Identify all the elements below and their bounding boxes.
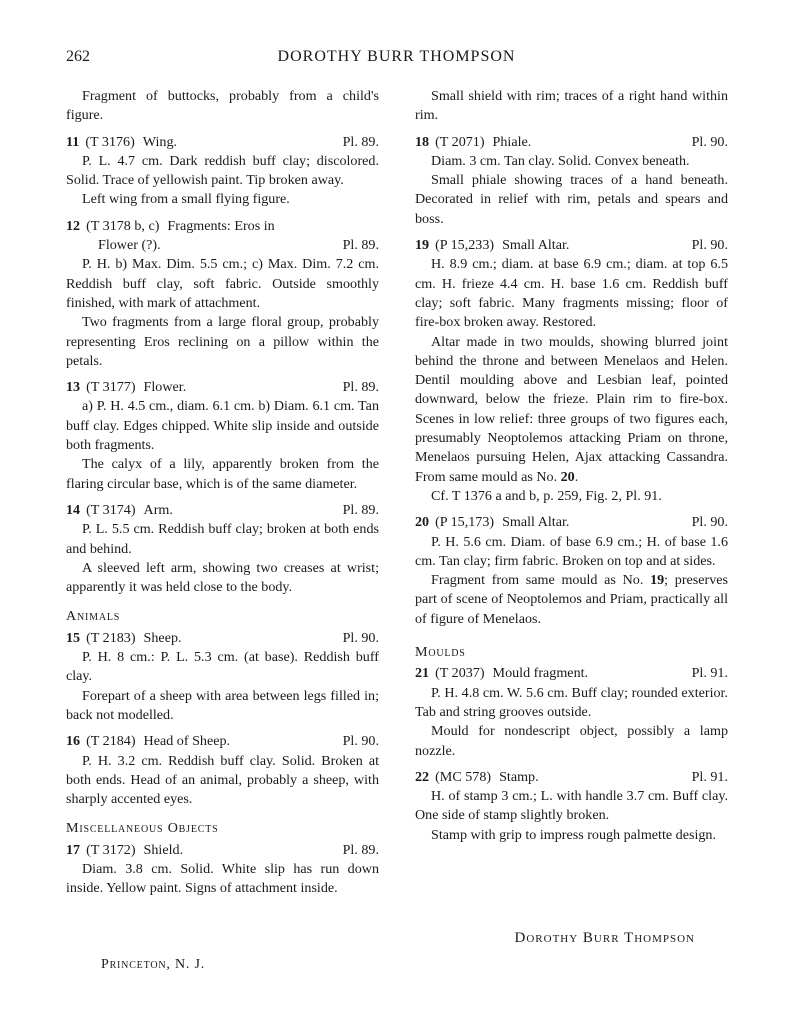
cross-reference-number: 20 xyxy=(560,468,575,485)
plate-reference: Pl. 89. xyxy=(342,133,379,150)
entry-number: 14 xyxy=(66,501,81,518)
entry-number: 20 xyxy=(415,514,430,531)
entry-heading xyxy=(66,217,379,236)
section-heading-animals: Animals xyxy=(66,608,121,625)
entry-number: 16 xyxy=(66,733,81,750)
entry-note: Mould for nondescript object, possibly a lamp nozzle. xyxy=(415,723,728,759)
inventory-number: (P 15,173) xyxy=(435,514,495,531)
entry-heading xyxy=(66,378,379,397)
entry-title: Arm. xyxy=(143,501,173,518)
entry-title: Mould fragment. xyxy=(492,665,589,682)
entry-title: Small Altar. xyxy=(502,514,570,531)
entry-description: P. L. 4.7 cm. Dark reddish buff clay; discolored. Solid. Trace of yellowish paint. Tip broken away. xyxy=(66,152,379,189)
entry-note: Left wing from a small flying figure. xyxy=(82,191,290,208)
entry-number: 11 xyxy=(66,133,80,150)
entry-number: 12 xyxy=(66,217,81,234)
catalog-entry-19 xyxy=(415,236,728,506)
inventory-number: (P 15,233) xyxy=(435,237,495,254)
entry-description: a) P. H. 4.5 cm., diam. 6.1 cm. b) Diam. 6.1 cm. Tan buff clay. Edges chipped. White slip inside and outside both fragments. xyxy=(66,398,379,454)
catalog-entry-14 xyxy=(66,501,379,597)
entry-heading xyxy=(66,133,379,152)
plate-reference: Pl. 89. xyxy=(342,237,379,254)
plate-reference: Pl. 90. xyxy=(342,733,379,750)
plate-reference: Pl. 90. xyxy=(342,629,379,646)
catalog-entry-21 xyxy=(415,664,728,760)
plate-reference: Pl. 90. xyxy=(691,133,728,150)
plate-reference: Pl. 90. xyxy=(691,514,728,531)
entry-heading xyxy=(415,664,728,683)
entry-heading xyxy=(66,732,379,751)
inventory-number: (T 3174) xyxy=(86,501,136,518)
intro-paragraph: Small shield with rim; traces of a right hand within rim. xyxy=(415,88,728,124)
entry-heading xyxy=(415,133,728,152)
catalog-entry-22 xyxy=(415,768,728,845)
entry-title: Wing. xyxy=(142,133,178,150)
entry-number: 18 xyxy=(415,133,430,150)
cross-reference-number: 19 xyxy=(650,572,665,589)
inventory-number: (MC 578) xyxy=(435,768,492,785)
entry-note xyxy=(415,333,728,487)
entry-title: Flower. xyxy=(143,379,187,396)
entry-heading xyxy=(415,513,728,532)
entry-note: Small phiale showing traces of a hand beneath. Decorated in relief with rim, petals and spears and boss. xyxy=(415,172,728,227)
catalog-entry-20 xyxy=(415,513,728,629)
inventory-number: (T 3178 b, c) xyxy=(86,217,160,234)
entry-number: 19 xyxy=(415,237,430,254)
entry-number: 13 xyxy=(66,379,81,396)
entry-title: Head of Sheep. xyxy=(143,733,231,750)
author-location: Princeton, N. J. xyxy=(101,957,206,972)
entry-note: Forepart of a sheep with area between legs filled in; back not modelled. xyxy=(66,687,379,723)
note-text-end: ; preserves part of scene of Neoptolemos and Priam, practically all of figure of Menelaos. xyxy=(415,572,728,627)
entry-title: Sheep. xyxy=(143,629,182,646)
catalog-entry-11 xyxy=(66,133,379,210)
entry-heading xyxy=(66,501,379,520)
catalog-entry-17 xyxy=(66,841,379,899)
intro-paragraph: Fragment of buttocks, probably from a child's figure. xyxy=(66,88,379,124)
running-head: DOROTHY BURR THOMPSON xyxy=(277,48,516,65)
entry-description: P. H. 4.8 cm. W. 5.6 cm. Buff clay; rounded exterior. Tab and string grooves outside. xyxy=(415,684,728,720)
note-text-end: . xyxy=(574,468,579,485)
inventory-number: (T 2184) xyxy=(86,733,136,750)
entry-description: Diam. 3 cm. Tan clay. Solid. Convex beneath. xyxy=(431,152,690,169)
entry-title: Fragments: Eros in xyxy=(167,217,275,234)
right-column xyxy=(415,87,728,845)
inventory-number: (T 2071) xyxy=(435,133,485,150)
catalog-entry-16 xyxy=(66,732,379,809)
entry-note: A sleeved left arm, showing two creases at wrist; apparently it was held close to the body. xyxy=(66,559,379,596)
entry-title-continued: Flower (?). xyxy=(98,237,161,254)
entry-number: 15 xyxy=(66,629,81,646)
entry-title: Phiale. xyxy=(492,133,532,150)
entry-title: Stamp. xyxy=(499,768,539,785)
inventory-number: (T 3176) xyxy=(85,133,135,150)
entry-description: P. H. b) Max. Dim. 5.5 cm.; c) Max. Dim. 7.2 cm. Reddish buff clay, soft fabric. Outside smoothly finished, with mark of attachment. xyxy=(66,256,379,311)
plate-reference: Pl. 89. xyxy=(342,841,379,858)
inventory-number: (T 3172) xyxy=(86,841,136,858)
section-heading-moulds: Moulds xyxy=(415,644,466,661)
entry-description: P. H. 3.2 cm. Reddish buff clay. Solid. Broken at both ends. Head of an animal, probably a sheep, with sharply accented eyes. xyxy=(66,752,379,808)
plate-reference: Pl. 91. xyxy=(691,768,728,785)
entry-title: Shield. xyxy=(143,841,184,858)
entry-heading xyxy=(415,236,728,255)
note-text: Altar made in two moulds, showing blurred joint behind the throne and between Menelaos and Helen. Dentil moulding above and Lesbian leaf, pointed downward, below the frieze. Plain rim to fire-box. Scenes in low relief: three groups of two figures each, presumably Neoptolemos attacking Priam on throne, Menelaos pursuing Helen, Ajax attacking Cassandra. From same mould as No. xyxy=(415,333,728,485)
left-column xyxy=(66,87,379,899)
comparison-reference: Cf. T 1376 a and b, p. 259, Fig. 2, Pl. 91. xyxy=(431,487,662,504)
entry-title: Small Altar. xyxy=(502,237,570,254)
entry-description: P. H. 8 cm.: P. L. 5.3 cm. (at base). Reddish buff clay. xyxy=(66,649,379,685)
plate-reference: Pl. 89. xyxy=(342,501,379,518)
entry-description: H. of stamp 3 cm.; L. with handle 3.7 cm. Buff clay. One side of stamp slightly broken. xyxy=(415,788,728,824)
entry-heading xyxy=(66,841,379,860)
entry-number: 21 xyxy=(415,665,430,682)
entry-note: The calyx of a lily, apparently broken from the flaring circular base, which is of the same diameter. xyxy=(66,456,379,492)
catalog-entry-18 xyxy=(415,133,728,229)
section-heading-miscellaneous: Miscellaneous Objects xyxy=(66,820,219,837)
plate-reference: Pl. 90. xyxy=(691,237,728,254)
note-text: Fragment from same mould as No. xyxy=(431,572,651,589)
entry-description: H. 8.9 cm.; diam. at base 6.9 cm.; diam. at top 6.5 cm. H. frieze 4.4 cm. H. base 1.6 cm. Reddish buff clay; soft fabric. Many fragments missing; floor of fire-box broken away. Restored. xyxy=(415,256,728,331)
page-header xyxy=(66,48,727,70)
entry-number: 22 xyxy=(415,768,430,785)
entry-note: Two fragments from a large floral group, probably representing Eros reclining on a pillow within the petals. xyxy=(66,314,379,369)
entry-heading xyxy=(415,768,728,787)
entry-description: P. L. 5.5 cm. Reddish buff clay; broken at both ends and behind. xyxy=(66,521,379,557)
entry-number: 17 xyxy=(66,841,81,858)
author-signature: Dorothy Burr Thompson xyxy=(514,930,695,946)
inventory-number: (T 2183) xyxy=(86,629,136,646)
entry-heading xyxy=(66,629,379,648)
entry-description: Diam. 3.8 cm. Solid. White slip has run down inside. Yellow paint. Signs of attachment inside. xyxy=(66,860,379,897)
catalog-entry-12 xyxy=(66,217,379,371)
plate-reference: Pl. 91. xyxy=(691,665,728,682)
plate-reference: Pl. 89. xyxy=(342,379,379,396)
entry-note xyxy=(415,571,728,629)
entry-note: Stamp with grip to impress rough palmette design. xyxy=(431,826,716,843)
catalog-entry-13 xyxy=(66,378,379,494)
inventory-number: (T 2037) xyxy=(435,665,485,682)
catalog-entry-15 xyxy=(66,629,379,725)
entry-description: P. H. 5.6 cm. Diam. of base 6.9 cm.; H. of base 1.6 cm. Tan clay; firm fabric. Broken on top and at sides. xyxy=(415,533,728,569)
entry-heading-continued xyxy=(66,236,379,255)
inventory-number: (T 3177) xyxy=(86,379,136,396)
page-number: 262 xyxy=(66,48,90,65)
